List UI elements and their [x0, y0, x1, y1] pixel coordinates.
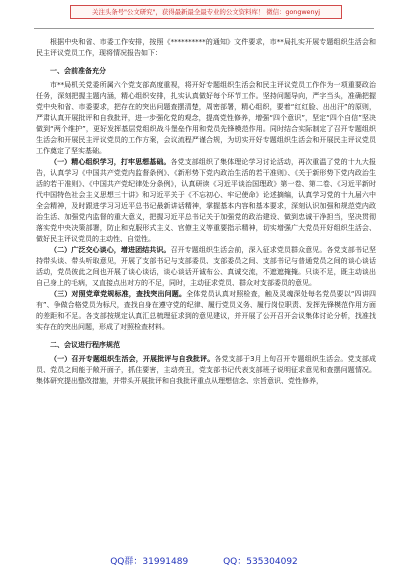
footer-qq-group: QQ群：31991489	[110, 557, 189, 567]
subsection-2-text: 召开专题组织生活会前，深入征求党员群众意见。各党支部书记坚持带头谈、带头听取意见，开展了支部书记与支部委员、支部委员之间、支部书记与普通党员之间的谈心谈话活动，党员彼此之间也开展了谈心谈话，谈心谈话开诚布公、真诚交流，不遮遮掩掩。只谈不足，既主动谈出自己身上的毛病，又直接点出对方的不足，同时，主动征求党员、群众对支部委员的意见。	[36, 246, 376, 287]
subsection-3-text: 全体党员认真对照检查，触及灵魂深处每名党员要以“四讲四有”、争做合格党员为标尺，查找自身在遵守党的纪律、履行党员义务、履行岗位职责、发挥先锋模范作用方面的差距和不足。各支部按规定认真汇总梳理征求到的意见建议，并开展了公开召开会议集体讨论分析，找准找实存在的突出问题，形成了对照检查材料。	[36, 290, 376, 331]
subsection-2-title: （二）广泛交心谈心，增进团结共识。	[50, 246, 171, 254]
header-banner: 关注头条号"公文研究"，获得最新最全最专业的公文资料库！ 微信：gongwenyj	[70, 5, 342, 19]
subsection-4-text: 各党支部于3月上旬召开专题组织生活会。党支部成员、党员之间能于敞开面子，抓住要害，主动亮丑，党支部书记代表支部班子说明征求意见和查摆问题情况。集体研究提出整改措施，并带头开展批评和自我批评重点从理想信念、宗旨意识、党性修养，	[36, 355, 376, 385]
subsection-1-text: 各党支部组织了集体理论学习讨论活动，再次重温了党的十九大报告，认真学习《中国共产党党内监督条例》、《新形势下党内政治生活的若干准则》、《关于新形势下党内政治生活的若干准则》、《中国共产党纪律处分条例》，认真研读《习近平谈治国理政》第一卷、第二卷、《习近平新时代中国特色社会主义思想三十讲》和习近平关于《不忘初心、牢记使命》论述摘编，认真学习党的十九届六中全会精神，及时跟进学习习近平总书记最新讲话精神，掌握基本内容和基本要求，深刻认识加强和规范党内政治生活、加强党内监督的重大意义，把握习近平总书记关于加强党的政治建设、做到忠诚干净担当，坚决贯彻落实党中央决策部署，防止和克服形式主义、官僚主义等重要指示精神，切实增强广大党员开好组织生活会、做好民主评议党员的主动性、自觉性。	[36, 158, 376, 243]
section-heading-1: 一、会前准备充分	[50, 67, 106, 75]
subsection-3-title: （三）对照党章党规标准，查找突出问题。	[50, 290, 187, 298]
subsection-4-title: （一）召开专题组织生活会，开展批评与自我批评。	[50, 355, 215, 363]
document-body	[36, 37, 376, 527]
footer-qq: QQ：535304092	[223, 557, 298, 567]
footer-contact	[0, 554, 408, 568]
section-heading-2: 二、会议进行程序规范	[50, 341, 120, 349]
subsection-1-title: （一）精心组织学习，打牢思想基础。	[50, 158, 171, 166]
subsection-4	[36, 354, 376, 387]
intro-paragraph: 根据中央和省、市委工作安排，按照《**********的通知》文件要求，市**局扎实开展专题组织生活会和民主评议党员工作，现将情况报告如下：	[36, 38, 376, 57]
header-rule	[34, 28, 374, 29]
subsection-1	[36, 157, 376, 245]
subsection-2	[36, 245, 376, 289]
subsection-3	[36, 289, 376, 333]
section1-paragraph: 市**局机关党委所属六个党支部高度重视，将开好专题组织生活会和民主评议党员工作作为一项重要政治任务，深刻把握主题内涵，精心组织安排，扎实认真做好每个环节工作。坚持问题导向，严字当头，准确把握党中央和省、市委要求，把存在的突出问题查摆清楚，周密部署，精心组织，要着“红红脸、出出汗”的原则，严肃认真开展批评和自我批评，进一步强化党的观念，提高党性修养，增强“四个意识”，坚定“四个自信”坚决做到“两个维护”，更好发挥基层党组织战斗堡垒作用和党员先锋模范作用。同时结合实际制定了召开专题组织生活会和开展民主评议党员的工作方案，会议流程严谨合规，为切实开好专题组织生活会和开展民主评议党员工作奠定了坚实基础。	[36, 81, 376, 155]
